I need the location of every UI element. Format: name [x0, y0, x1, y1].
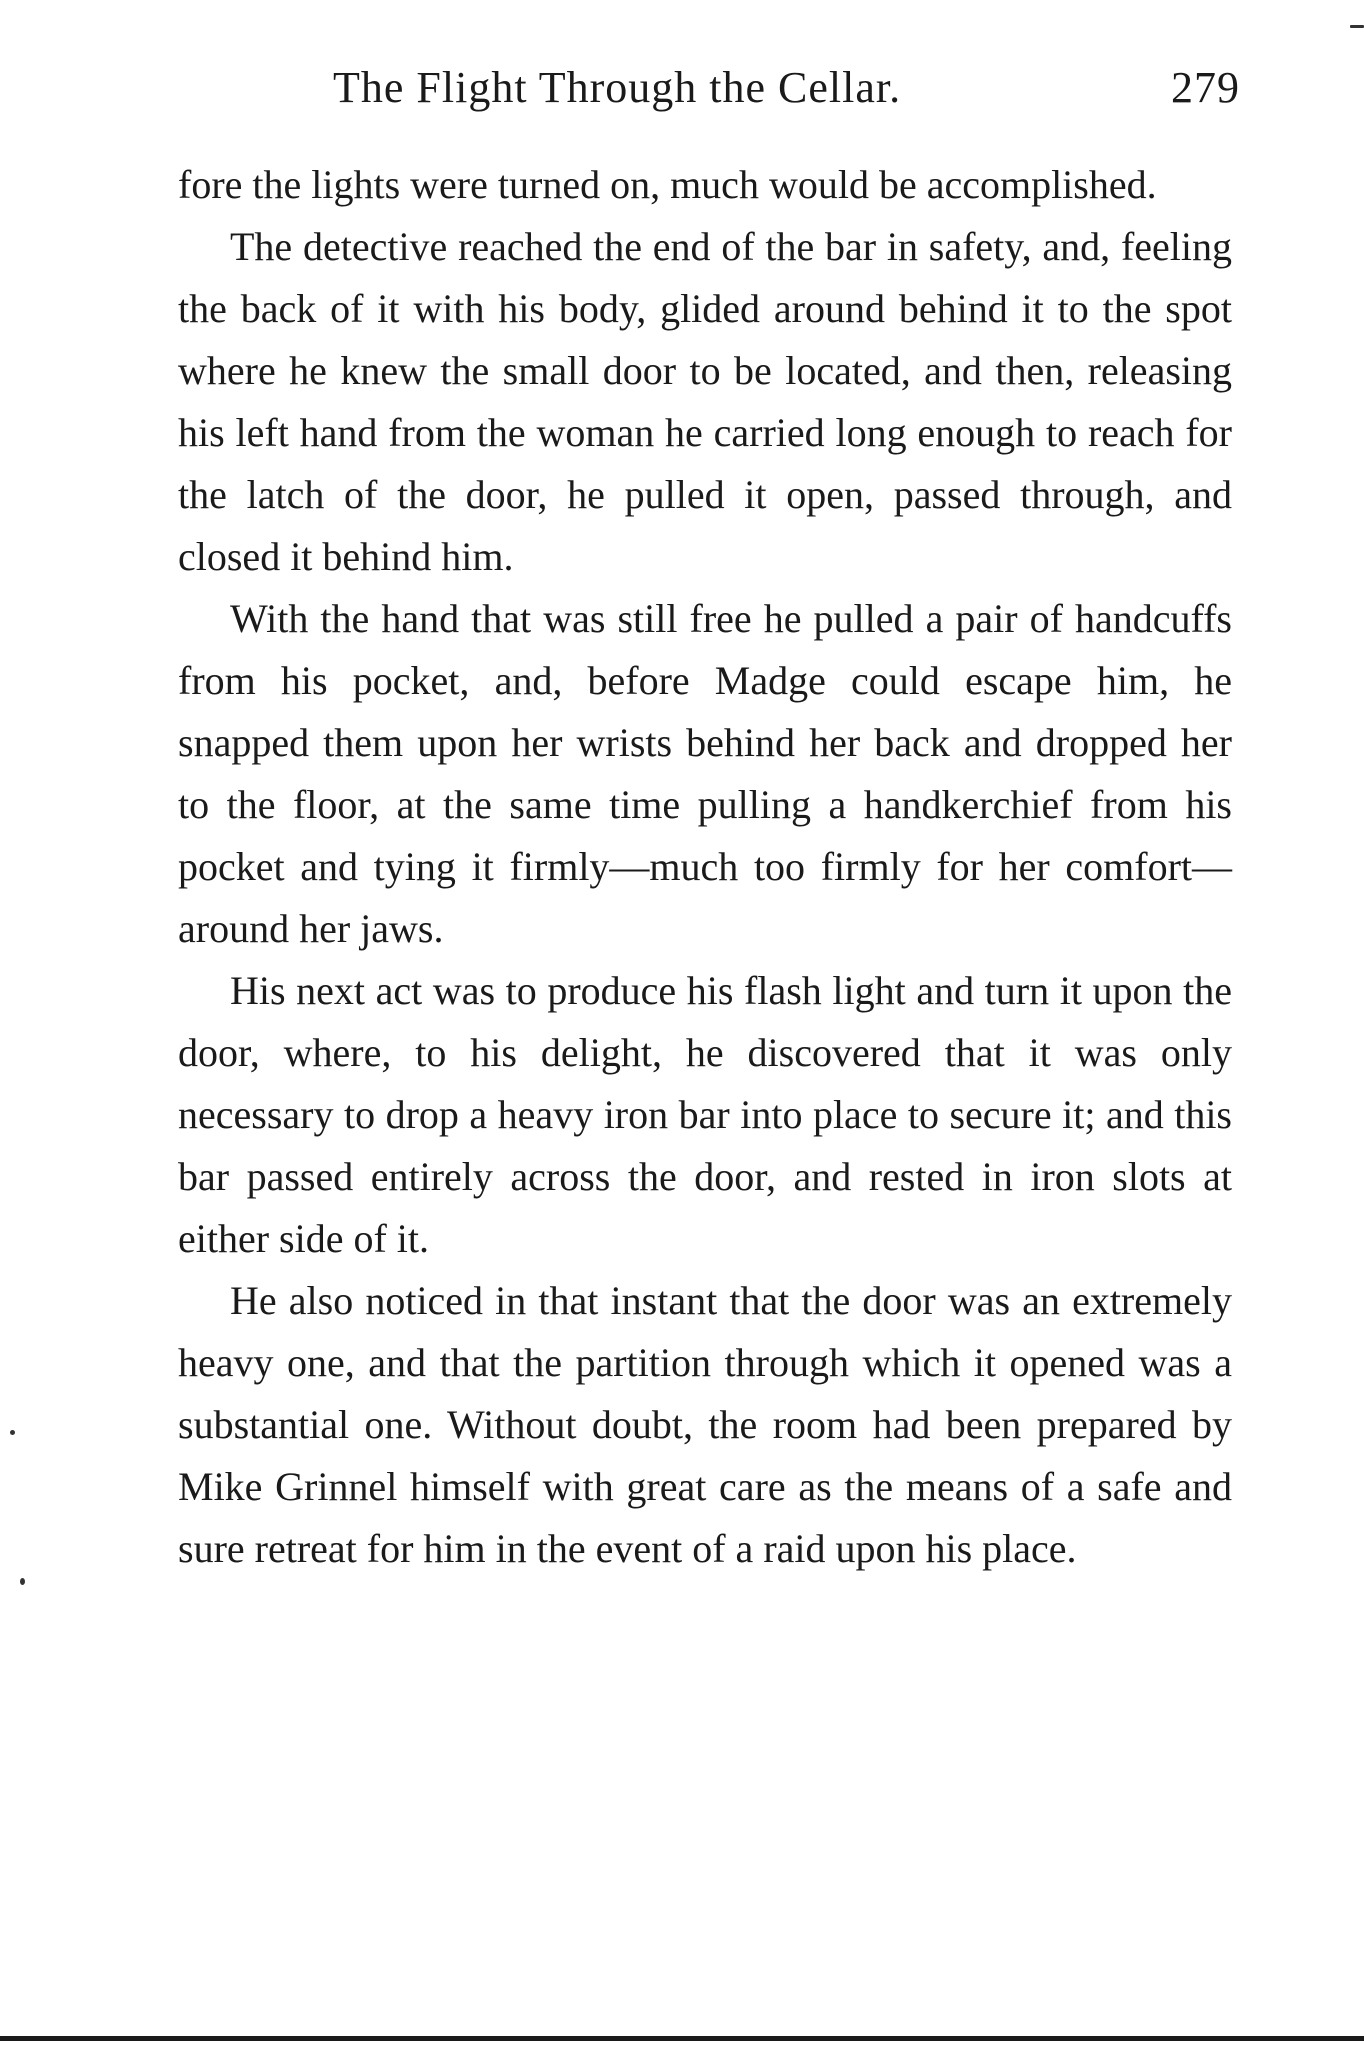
ink-speck	[1350, 25, 1364, 28]
paragraph: His next act was to produce his flash light and turn it upon the door, where, to his delight, he discovered that it was only necessary to drop a heavy iron bar into place to secure it; and this bar passed entirely across the door, and rested in iron slots at either side of it.	[178, 968, 1232, 1261]
paragraph: With the hand that was still free he pulled a pair of handcuffs from his pocket, and, before Madge could escape him, he snapped them upon her wrists behind her back and dropped her to the floor, at the same time pulling a handkerchief from his pocket and tying it firmly—much too firmly for her comfort—around her jaws.	[178, 596, 1232, 951]
paragraph: The detective reached the end of the bar in safety, and, feeling the back of it with his body, glided around behind it to the spot where he knew the small door to be located, and then, releasing his left hand from the woman he carried long enough to reach for the latch of the door, he pulled it open, passed through, and closed it behind him.	[178, 224, 1232, 579]
body-text	[178, 154, 1232, 1580]
page-number: 279	[1171, 63, 1240, 112]
running-title: The Flight Through the Cellar.	[333, 63, 902, 112]
ink-speck	[10, 1430, 15, 1435]
paragraph: He also noticed in that instant that the door was an extremely heavy one, and that the partition through which it opened was a substantial one. Without doubt, the room had been prepared by Mike Grinnel himself with great care as the means of a safe and sure retreat for him in the event of a raid upon his place.	[178, 1278, 1232, 1571]
running-head	[178, 62, 1240, 122]
ink-speck	[20, 1578, 25, 1585]
paragraph-continued: fore the lights were turned on, much would be accomplished.	[178, 162, 1157, 207]
bottom-rule	[0, 2036, 1364, 2041]
